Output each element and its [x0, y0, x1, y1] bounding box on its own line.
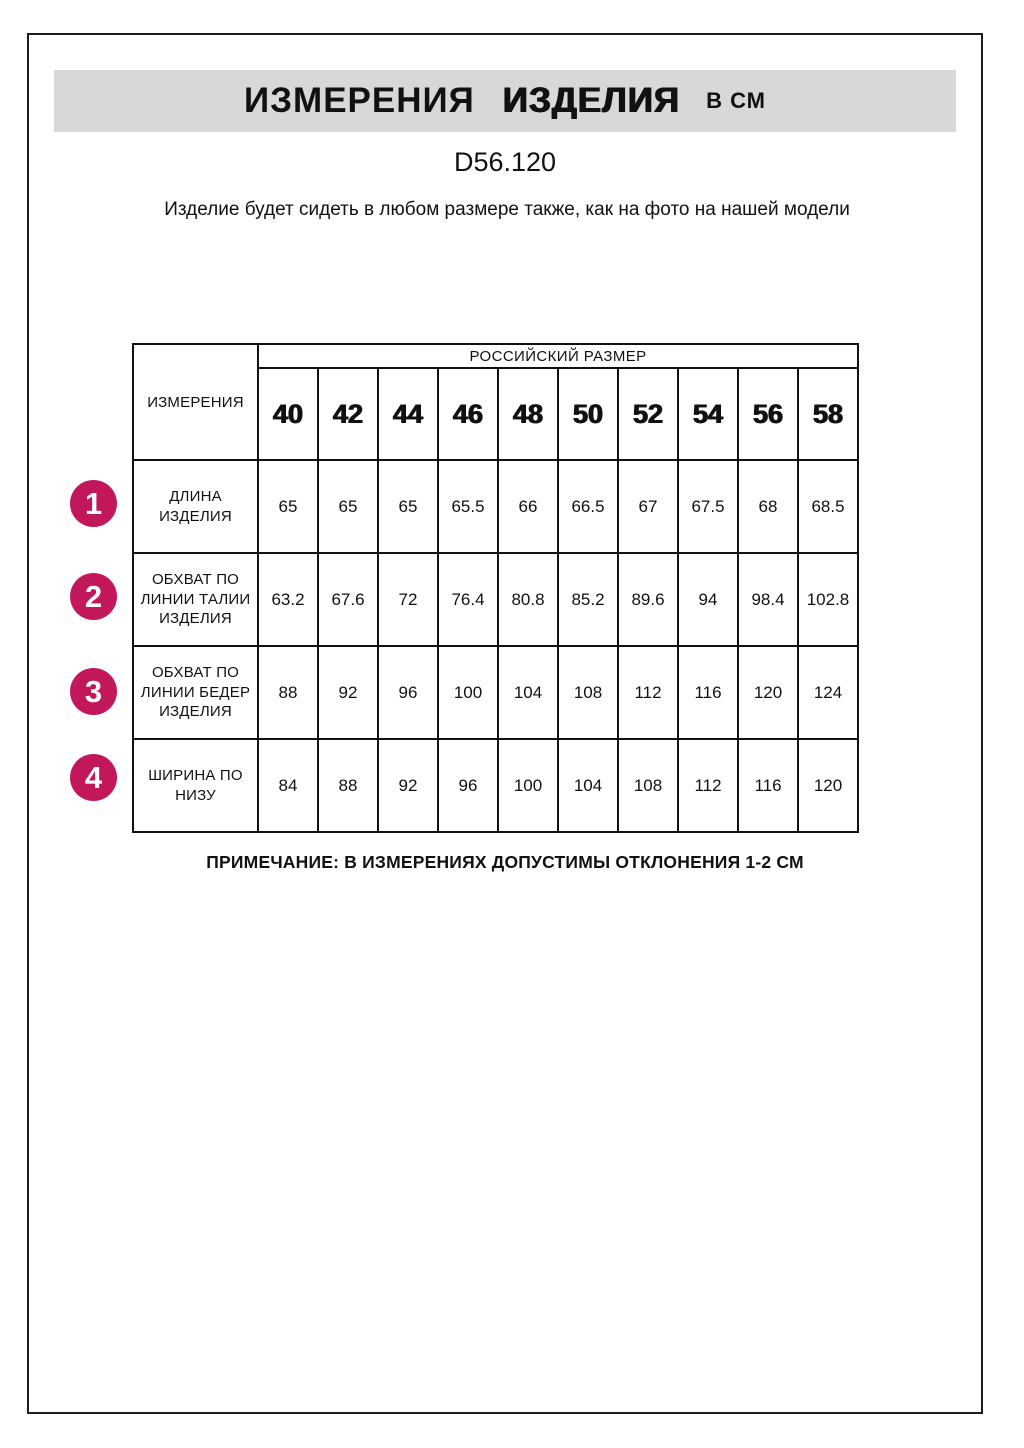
row-number: 3: [84, 673, 103, 709]
measurement-value: 65: [318, 460, 378, 553]
model-code: D56.120: [453, 147, 557, 177]
size-header-cell: 52: [618, 368, 678, 460]
size-header-cell: 56: [738, 368, 798, 460]
corner-header-cell: ИЗМЕРЕНИЯ: [133, 344, 258, 460]
measurement-value: 100: [438, 646, 498, 739]
row-number: 4: [84, 759, 103, 795]
measurement-value: 80.8: [498, 553, 558, 646]
table-row-waist: [133, 553, 858, 646]
measurement-value: 92: [378, 739, 438, 832]
fit-note: Изделие будет сидеть в любом размере также, как на фото на нашей модели: [164, 199, 850, 220]
measurement-value: 116: [678, 646, 738, 739]
measurement-value: 76.4: [438, 553, 498, 646]
size-header-cell: 44: [378, 368, 438, 460]
measurement-value: 84: [258, 739, 318, 832]
measurement-value: 67.6: [318, 553, 378, 646]
page-title-emphasis: ИЗДЕЛИЯ: [502, 81, 681, 120]
measurement-value: 120: [738, 646, 798, 739]
measurement-value: 92: [318, 646, 378, 739]
row-number-badge: [70, 480, 117, 527]
measurement-value: 65: [258, 460, 318, 553]
measurement-value: 100: [498, 739, 558, 832]
page-title-unit: В СМ: [706, 88, 767, 113]
measurement-value: 94: [678, 553, 738, 646]
measurement-value: 112: [618, 646, 678, 739]
page-title: ИЗМЕРЕНИЯ: [243, 81, 475, 120]
measurement-value: 104: [558, 739, 618, 832]
size-header-cell: 54: [678, 368, 738, 460]
measurement-value: 65: [378, 460, 438, 553]
measurement-value: 104: [498, 646, 558, 739]
russian-size-header-cell: РОССИЙСКИЙ РАЗМЕР: [258, 344, 858, 368]
size-header-cell: 58: [798, 368, 858, 460]
measurement-label: ОБХВАТ ПО ЛИНИИ ТАЛИИ ИЗДЕЛИЯ: [133, 553, 258, 646]
title-banner: [54, 70, 956, 132]
measurement-value: 68: [738, 460, 798, 553]
measurement-value: 102.8: [798, 553, 858, 646]
table-group-header-row: [133, 344, 858, 368]
size-header-cell: 42: [318, 368, 378, 460]
row-number: 2: [84, 578, 103, 614]
row-number: 1: [84, 485, 103, 521]
row-number-badge: [70, 668, 117, 715]
measurement-value: 66: [498, 460, 558, 553]
size-header-cell: 40: [258, 368, 318, 460]
measurement-value: 68.5: [798, 460, 858, 553]
measurement-value: 108: [618, 739, 678, 832]
measurement-value: 88: [258, 646, 318, 739]
measurement-value: 120: [798, 739, 858, 832]
size-header-cell: 50: [558, 368, 618, 460]
tolerance-note: ПРИМЕЧАНИЕ: В ИЗМЕРЕНИЯХ ДОПУСТИМЫ ОТКЛОНЕНИЯ 1-2 СМ: [206, 852, 804, 872]
measurement-value: 67: [618, 460, 678, 553]
table-row-hips: [133, 646, 858, 739]
row-number-badge: [70, 573, 117, 620]
table-row-bottom-width: [133, 739, 858, 832]
measurement-value: 96: [378, 646, 438, 739]
measurement-value: 124: [798, 646, 858, 739]
table-row-length: [133, 460, 858, 553]
measurement-value: 72: [378, 553, 438, 646]
page-border-frame: [27, 33, 983, 1414]
measurement-label: ОБХВАТ ПО ЛИНИИ БЕДЕР ИЗДЕЛИЯ: [133, 646, 258, 739]
row-number-badge: [70, 754, 117, 801]
measurement-value: 89.6: [618, 553, 678, 646]
measurement-value: 112: [678, 739, 738, 832]
measurement-value: 96: [438, 739, 498, 832]
measurement-value: 98.4: [738, 553, 798, 646]
measurement-value: 85.2: [558, 553, 618, 646]
size-measurements-table: [132, 343, 859, 833]
measurement-value: 88: [318, 739, 378, 832]
measurement-value: 67.5: [678, 460, 738, 553]
measurement-value: 116: [738, 739, 798, 832]
measurement-value: 66.5: [558, 460, 618, 553]
size-header-cell: 48: [498, 368, 558, 460]
measurement-label: ДЛИНА ИЗДЕЛИЯ: [133, 460, 258, 553]
size-header-cell: 46: [438, 368, 498, 460]
measurement-value: 63.2: [258, 553, 318, 646]
measurement-value: 108: [558, 646, 618, 739]
measurement-value: 65.5: [438, 460, 498, 553]
measurement-label: ШИРИНА ПО НИЗУ: [133, 739, 258, 832]
